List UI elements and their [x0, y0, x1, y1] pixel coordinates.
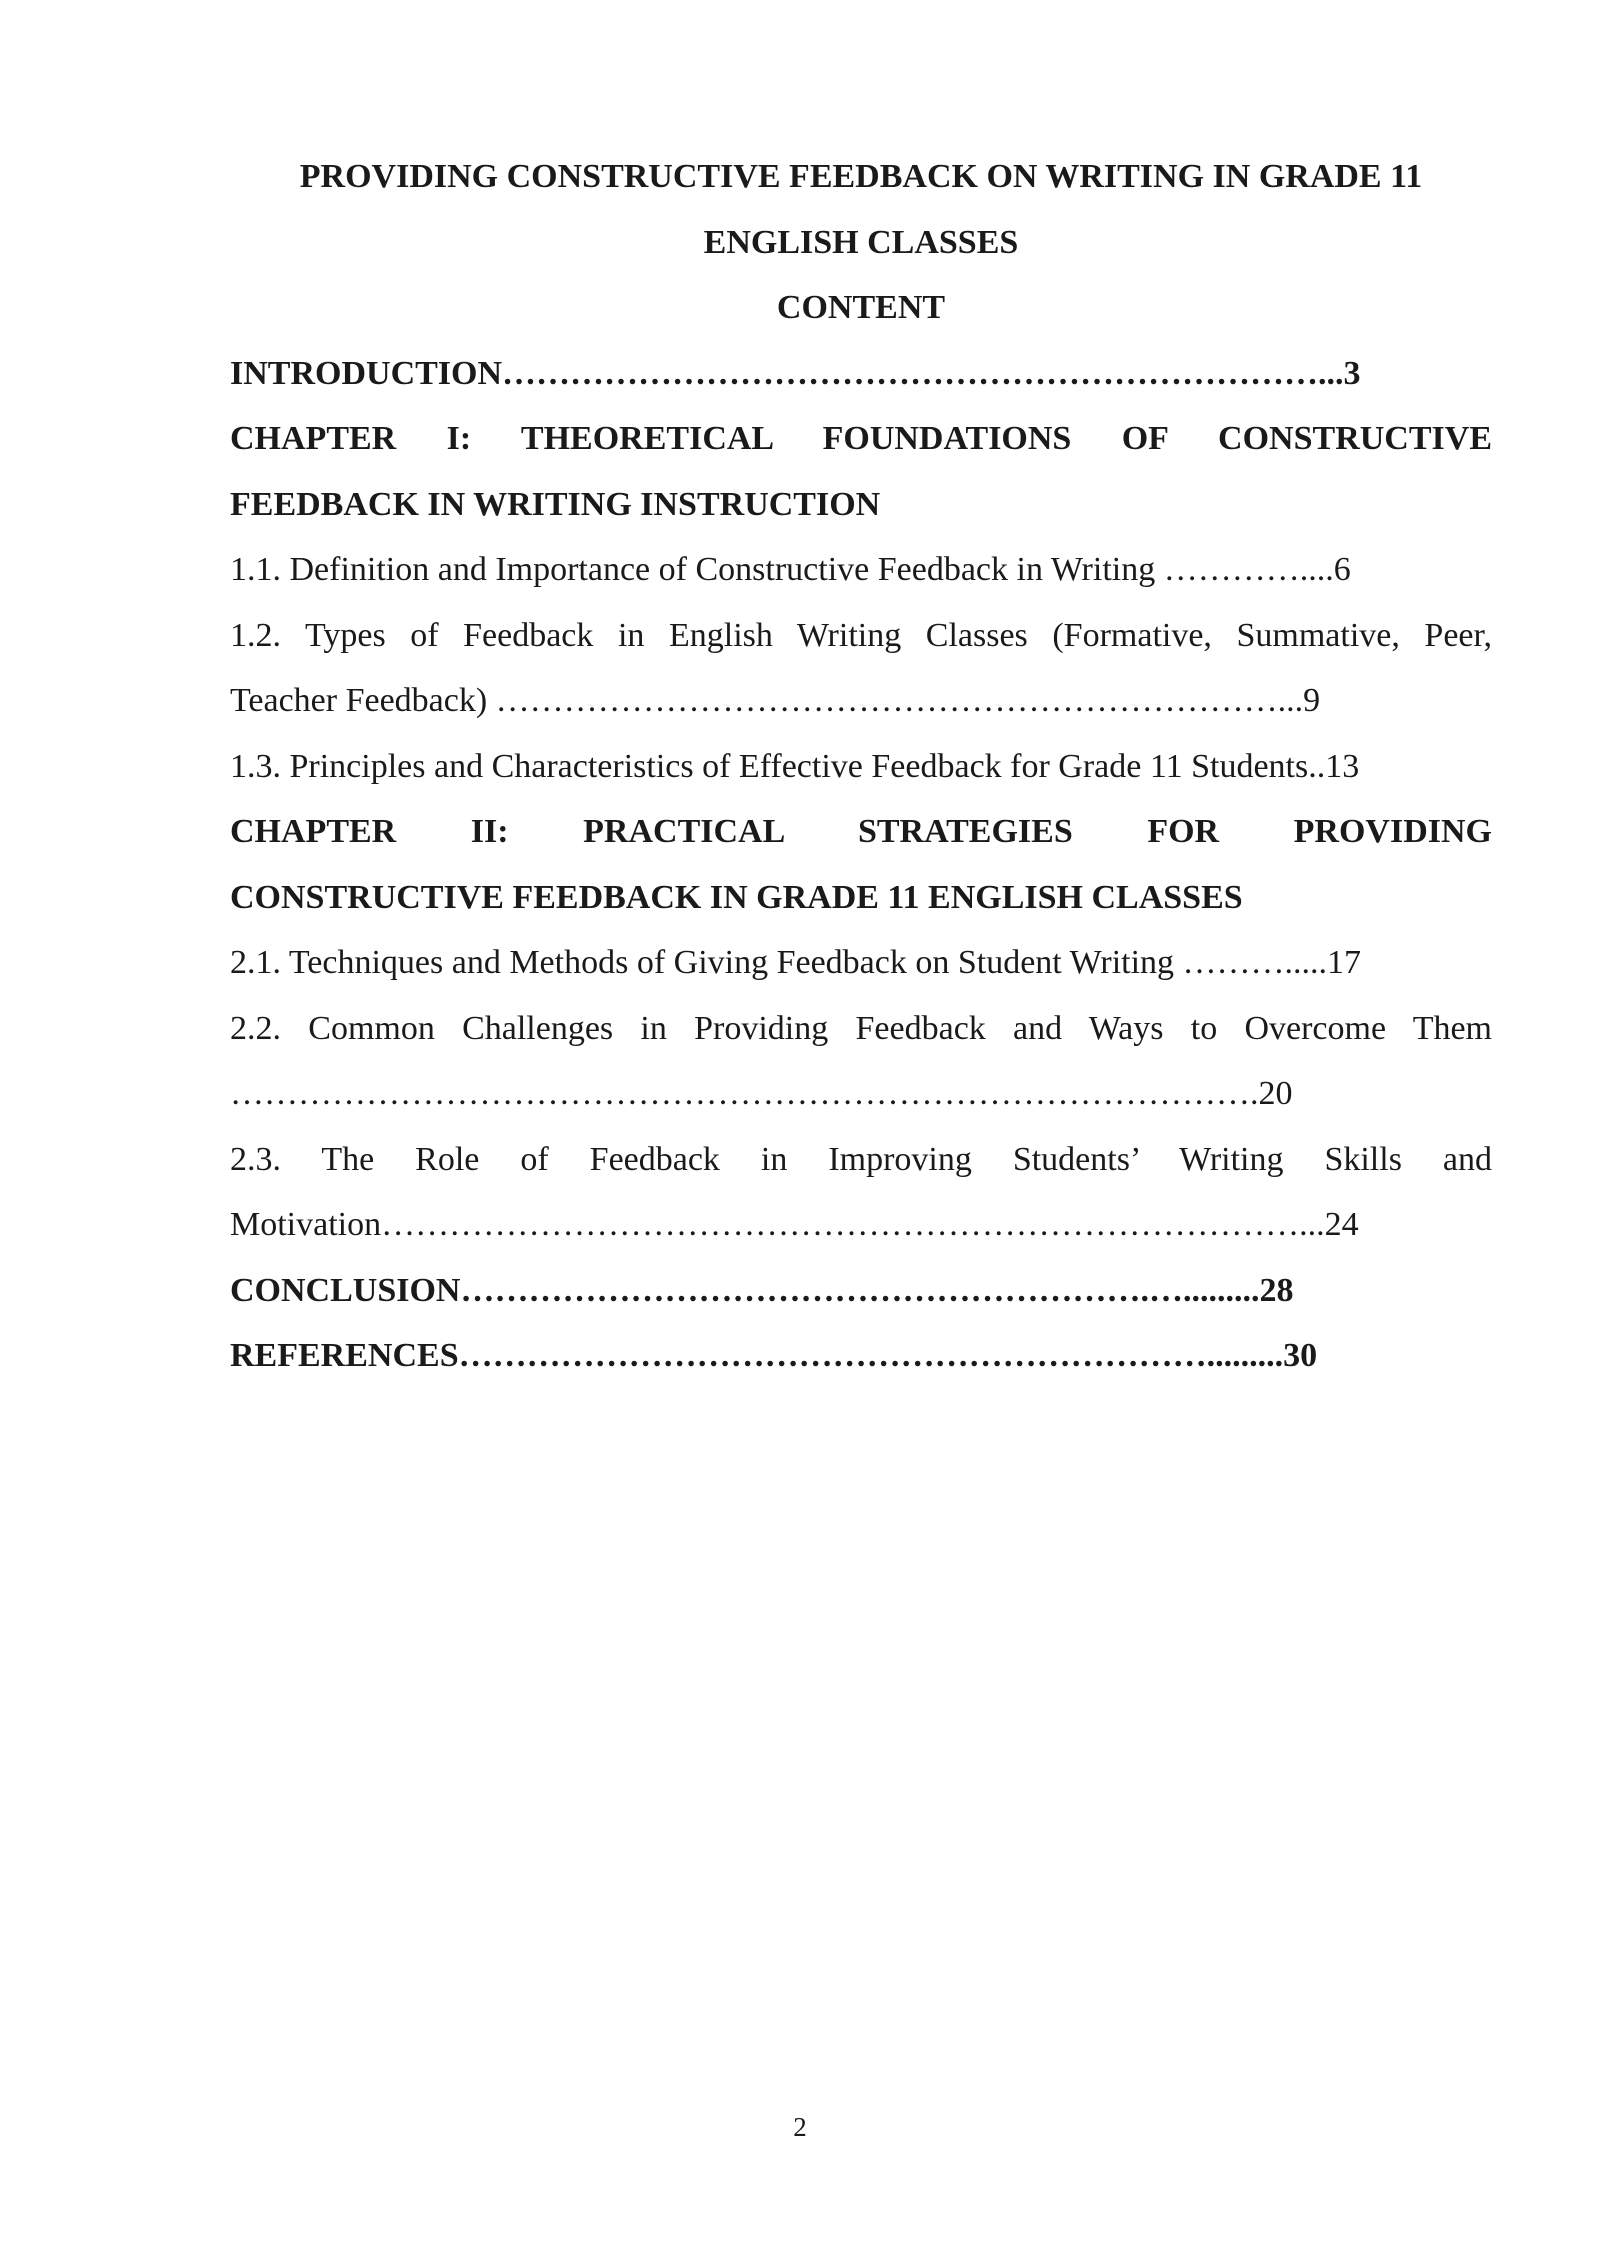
toc-line: CHAPTER II: PRACTICAL STRATEGIES FOR PROVIDING — [230, 813, 1492, 850]
toc-line: 1.3. Principles and Characteristics of Effective Feedback for Grade 11 Students..13 — [230, 747, 1360, 785]
document-title-line-1: PROVIDING CONSTRUCTIVE FEEDBACK ON WRITING IN GRADE 11 — [299, 158, 1423, 195]
toc-line: FEEDBACK IN WRITING INSTRUCTION — [230, 485, 881, 523]
toc-line: 1.1. Definition and Importance of Constructive Feedback in Writing …………....6 — [230, 551, 1351, 588]
toc-line: REFERENCES………………………………………………………….........30 — [230, 1337, 1318, 1374]
toc-line: INTRODUCTION………………………………………………………………...3 — [230, 354, 1361, 392]
content-heading: CONTENT — [776, 289, 946, 326]
toc-line: ……………………………………………………………………………….20 — [230, 1075, 1293, 1112]
table-of-contents — [230, 341, 1492, 1389]
toc-line: CONCLUSION…………………………………………………….….........28 — [230, 1271, 1294, 1309]
toc-line: Teacher Feedback) ……………………………………………………………...9 — [230, 682, 1321, 719]
toc-line: 1.2. Types of Feedback in English Writing Classes (Formative, Summative, Peer, — [230, 616, 1492, 654]
toc-line: Motivation………………………………………………………………………...24 — [230, 1206, 1359, 1243]
toc-line: 2.2. Common Challenges in Providing Feedback and Ways to Overcome Them — [230, 1009, 1492, 1047]
toc-line: CONSTRUCTIVE FEEDBACK IN GRADE 11 ENGLISH CLASSES — [230, 878, 1243, 916]
toc-line: 2.1. Techniques and Methods of Giving Feedback on Student Writing ……….....17 — [230, 944, 1362, 981]
toc-line: 2.3. The Role of Feedback in Improving Students’ Writing Skills and — [230, 1140, 1492, 1178]
page-number: 2 — [793, 2112, 807, 2142]
toc-line: CHAPTER I: THEORETICAL FOUNDATIONS OF CONSTRUCTIVE — [230, 420, 1492, 457]
page-content — [230, 144, 1492, 1389]
document-title-line-2: ENGLISH CLASSES — [703, 223, 1019, 261]
